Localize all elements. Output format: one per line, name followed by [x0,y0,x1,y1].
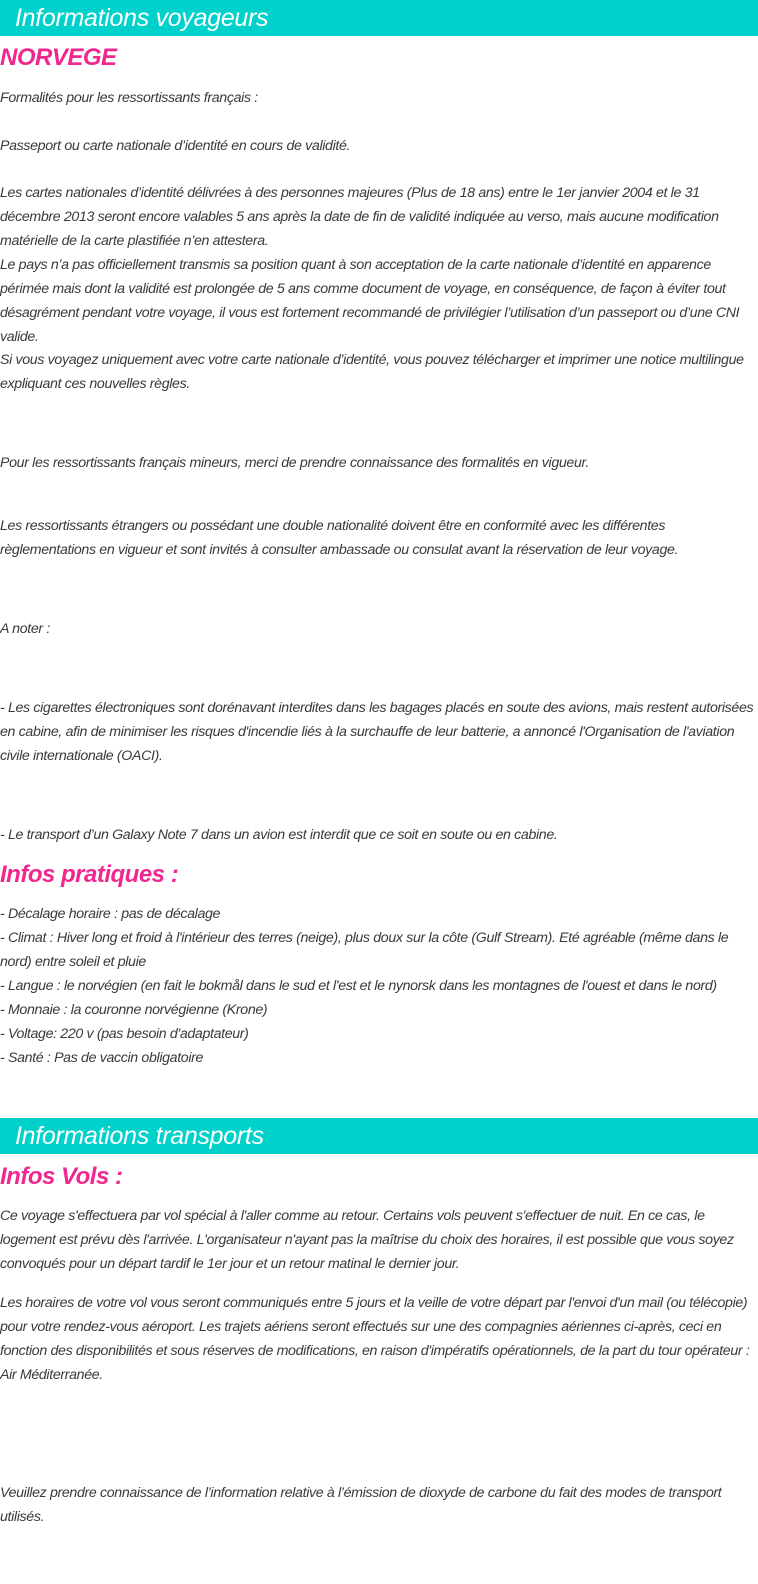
list-item: - Monnaie : la couronne norvégienne (Krone) [0,1002,268,1018]
list-item: - Climat : Hiver long et froid à l'intérieur des terres (neige), plus doux sur la côte (Gulf Stream). Eté agréable (même dans le nord) entre soleil et pluie [0,930,729,970]
list-item: - Décalage horaire : pas de décalage [0,906,221,922]
list-item: - Langue : le norvégien (en fait le bokmål dans le sud et l'est et le nynorsk dans les montagnes de l'ouest et dans le nord) [0,978,717,994]
mineurs-text: Pour les ressortissants français mineurs, merci de prendre connaissance des formalités en vigueur. [0,455,589,471]
infos-vols-title: Infos Vols : [0,1163,123,1190]
infos-pratiques-list [0,902,756,1070]
a-noter-label: A noter : [0,621,50,637]
vol-special-paragraph: Ce voyage s'effectuera par vol spécial à l'aller comme au retour. Certains vols peuvent s'effectuer de nuit. En ce cas, le logement est prévu dès l'arrivée. L'organisateur n'ayant pas la maîtrise du choix des horaires, il est possible que vous soyez convoqués pour un départ tardif le 1er jour et un retour matinal le dernier jour. [0,1208,734,1272]
list-item: - Santé : Pas de vaccin obligatoire [0,1050,204,1066]
etrangers-paragraph: Les ressortissants étrangers ou possédant une double nationalité doivent être en conformité avec les différentes règlementations en vigueur et sont invités à consulter ambassade ou consulat avant la réservation de leur voyage. [0,518,679,558]
cni-paragraph: Les cartes nationales d’identité délivrées à des personnes majeures (Plus de 18 ans) entre le 1er janvier 2004 et le 31 décembre 2013 seront encore valables 5 ans après la date de fin de validité indiquée au verso, mais aucune modification matérielle de la carte plastifiée n’en attestera. [0,185,719,249]
formalites-title: Formalités pour les ressortissants français : [0,90,258,106]
horaires-paragraph: Les horaires de votre vol vous seront communiqués entre 5 jours et la veille de votre départ par l'envoi d'un mail (ou télécopie) pour votre rendez-vous aéroport. Les trajets aériens seront effectués sur une des compagnies aériennes ci-après, ceci en fonction des disponibilités et sous réserves de modifications, en raison d'impératifs opérationnels, de la part du tour opérateur : Air Méditerranée. [0,1295,750,1383]
pays-paragraph: Le pays n’a pas officiellement transmis sa position quant à son acceptation de la carte nationale d’identité en apparence périmée mais dont la validité est prolongée de 5 ans comme document de voyage, en conséquence, de façon à éviter tout désagrément pendant votre voyage, il vous est fortement recommandé de privilégier l’utilisation d’un passeport ou d’une CNI valide. [0,257,740,345]
section-header-transports: Informations transports [0,1118,758,1154]
passport-text: Passeport ou carte nationale d’identité en cours de validité. [0,138,351,154]
country-title: NORVEGE [0,44,117,71]
notice-paragraph: Si vous voyagez uniquement avec votre carte nationale d’identité, vous pouvez télécharger et imprimer une notice multilingue expliquant ces nouvelles règles. [0,352,744,392]
list-item: - Voltage: 220 v (pas besoin d'adaptateur) [0,1026,249,1042]
section-header-voyageurs: Informations voyageurs [0,0,758,36]
infos-pratiques-title: Infos pratiques : [0,861,179,888]
galaxy-note-text: - Le transport d’un Galaxy Note 7 dans un avion est interdit que ce soit en soute ou en cabine. [0,827,558,843]
co2-paragraph: Veuillez prendre connaissance de l’information relative à l’émission de dioxyde de carbone du fait des modes de transport utilisés. [0,1485,722,1525]
cigarettes-paragraph: - Les cigarettes électroniques sont dorénavant interdites dans les bagages placés en soute des avions, mais restent autorisées en cabine, afin de minimiser les risques d'incendie liés à la surchauffe de leur batterie, a annoncé l'Organisation de l'aviation civile internationale (OACI). [0,700,754,764]
